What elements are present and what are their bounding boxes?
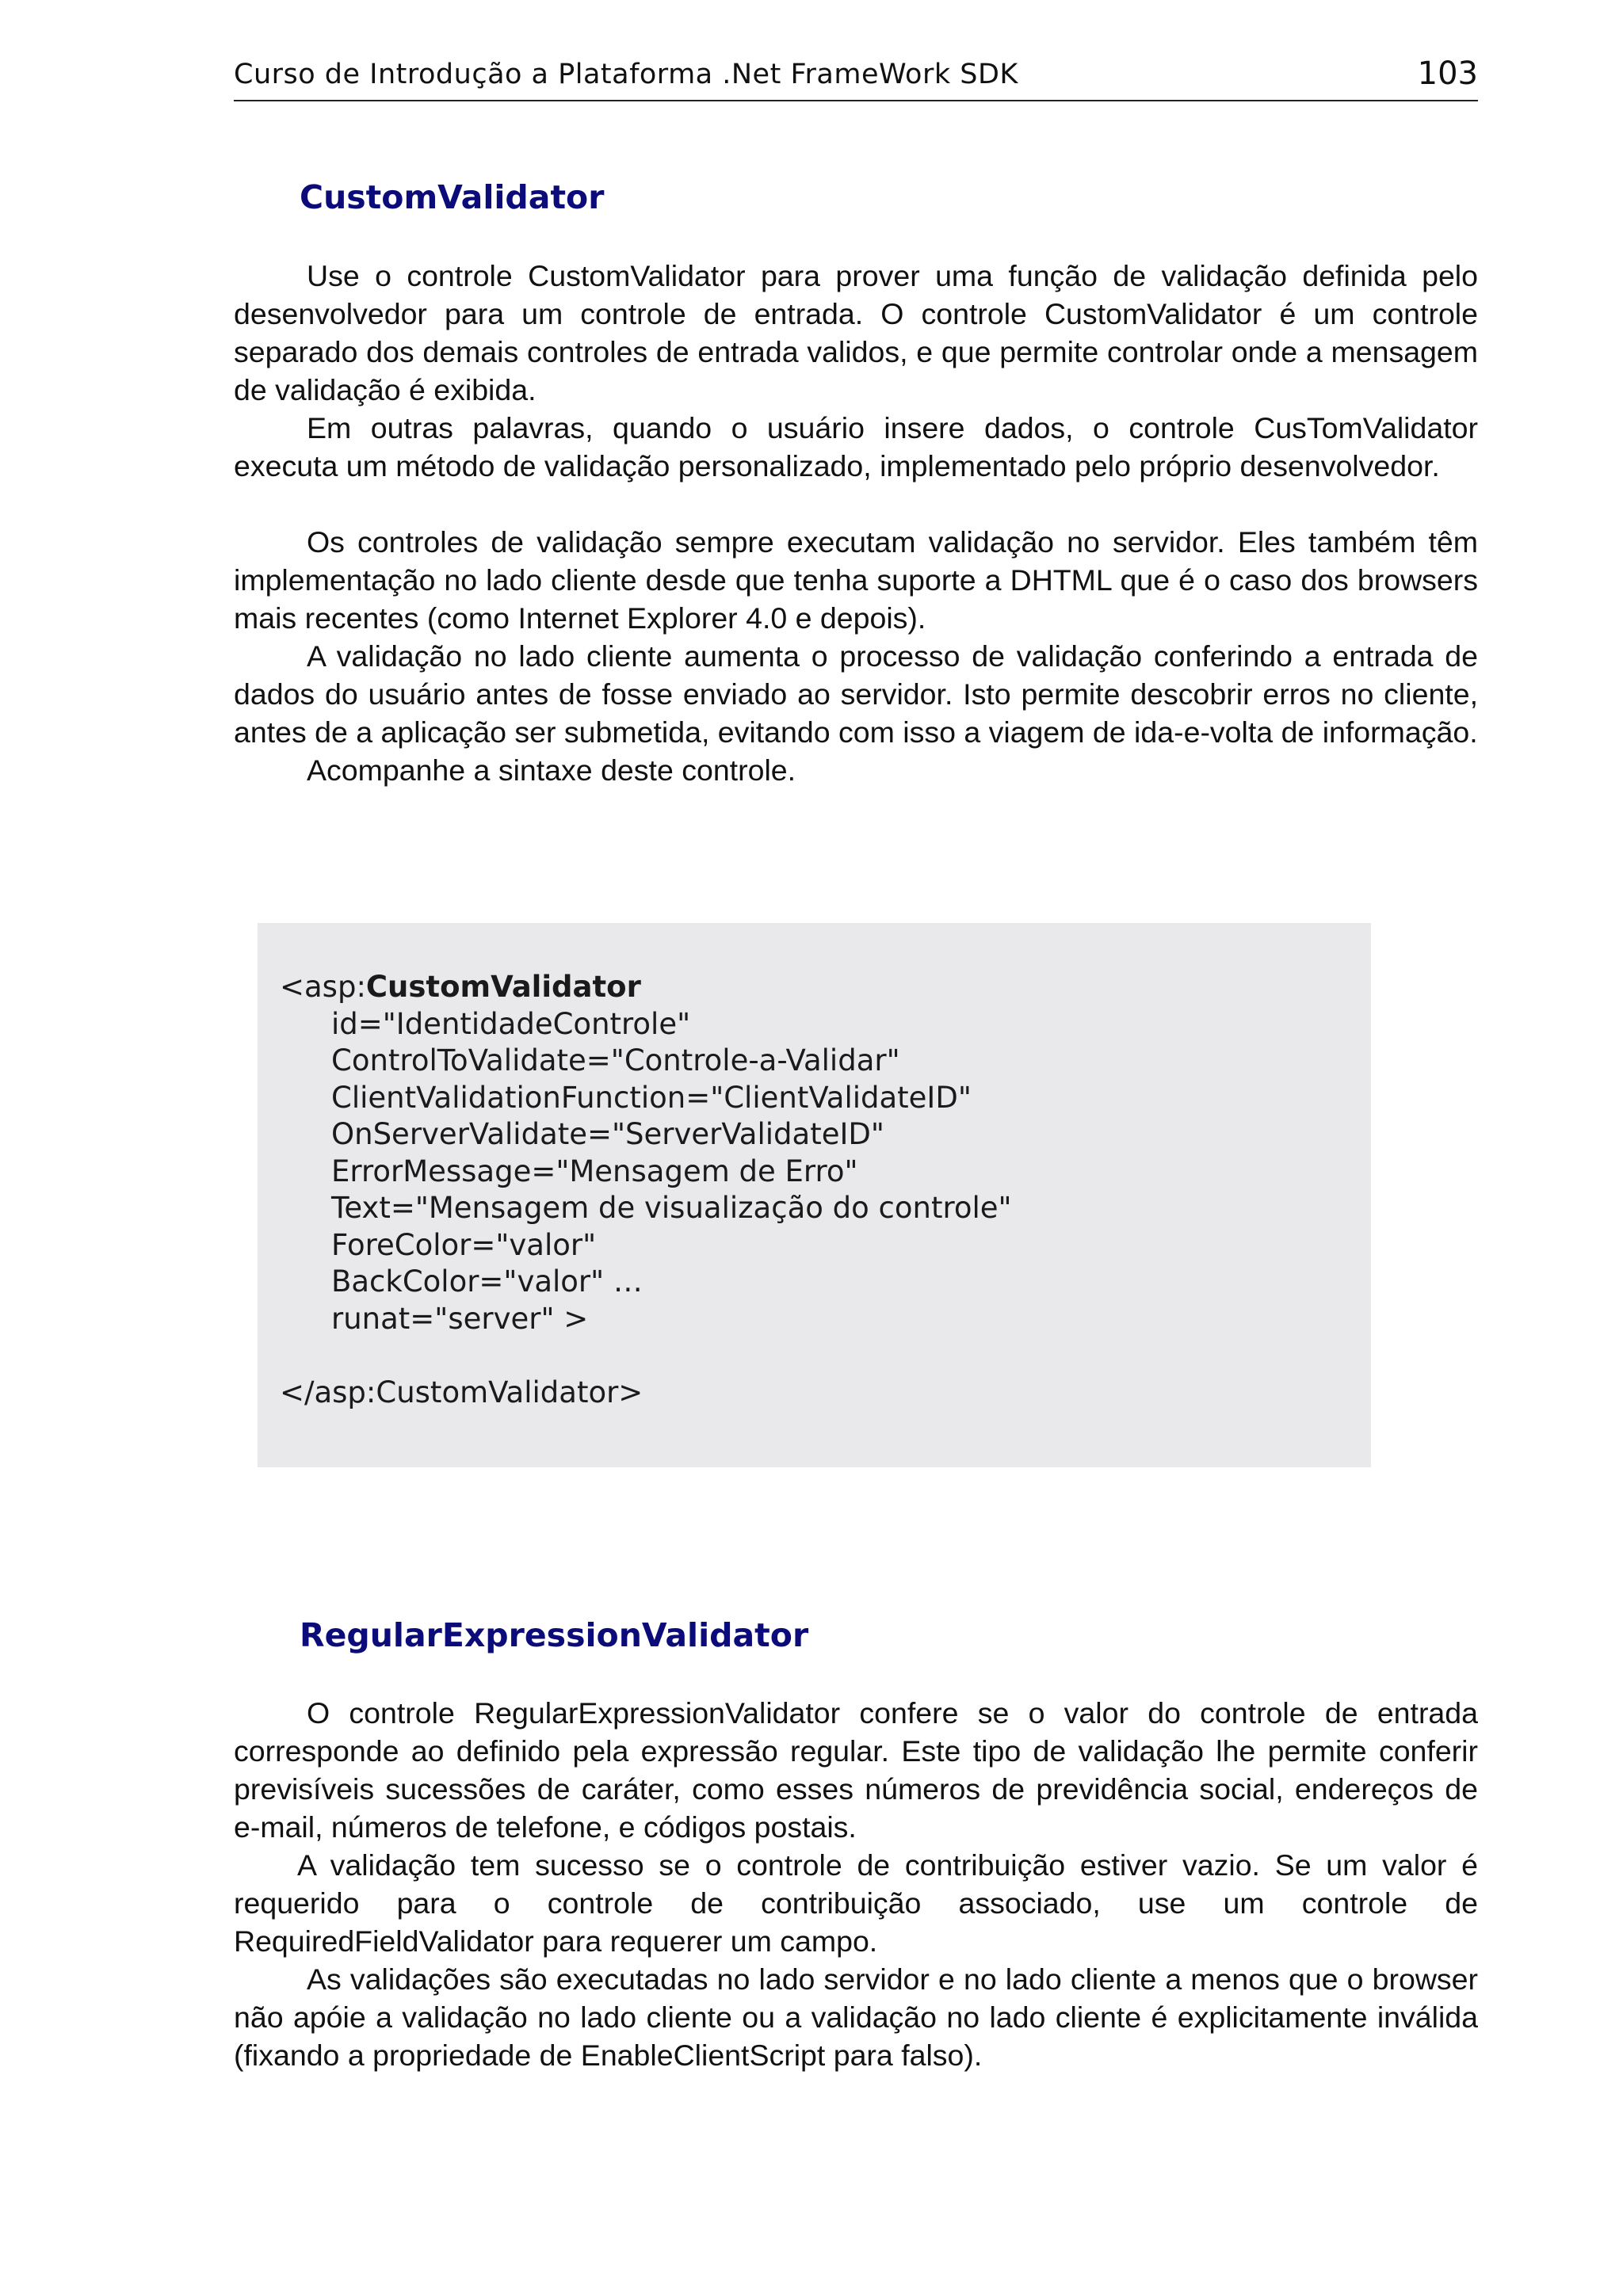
section1-body: [234, 257, 1478, 789]
header-title: Curso de Introdução a Plataforma .Net FrameWork SDK: [234, 59, 1018, 90]
paragraph: A validação tem sucesso se o controle de contribuição estiver vazio. Se um valor é requerido para o controle de contribuição associado, use um controle de RequiredFieldValidator para requerer um campo.: [234, 1848, 1478, 1958]
code-block: [258, 923, 1371, 1467]
code-line: BackColor="valor" …: [331, 1264, 643, 1299]
paragraph: O controle RegularExpressionValidator confere se o valor do controle de entrada corresponde ao definido pela expressão regular. Este tipo de validação lhe permite conferir previsíveis sucessões de caráter, como esses números de previdência social, endereços de e-mail, números de telefone, e códigos postais.: [234, 1696, 1478, 1844]
section-title-regularexpressionvalidator: RegularExpressionValidator: [300, 1616, 809, 1654]
paragraph: Acompanhe a sintaxe deste controle.: [307, 753, 796, 787]
paragraph: Os controles de validação sempre executam validação no servidor. Eles também têm implementação no lado cliente desde que tenha suporte a DHTML que é o caso dos browsers mais recentes (como Internet Explorer 4.0 e depois).: [234, 525, 1478, 635]
page-header: [234, 55, 1478, 101]
section2-body: [234, 1694, 1478, 2074]
section-title-customvalidator: CustomValidator: [300, 178, 605, 216]
code-line: ErrorMessage="Mensagem de Erro": [331, 1154, 858, 1188]
code-line: ControlToValidate="Controle-a-Validar": [331, 1043, 900, 1077]
code-open-prefix: <asp:: [280, 970, 366, 1004]
code-listing: [280, 969, 1012, 1411]
code-line-open: [280, 969, 1012, 1006]
paragraph: Use o controle CustomValidator para prover uma função de validação definida pelo desenvolvedor para um controle de entrada. O controle CustomValidator é um controle separado dos demais controles de entrada validos, e que permite controlar onde a mensagem de validação é exibida.: [234, 259, 1478, 406]
paragraph: A validação no lado cliente aumenta o processo de validação conferindo a entrada de dados do usuário antes de fosse enviado ao servidor. Isto permite descobrir erros no cliente, antes de a aplicação ser submetida, evitando com isso a viagem de ida-e-volta de informação.: [234, 639, 1478, 749]
code-line: runat="server" >: [331, 1301, 589, 1336]
code-line: Text="Mensagem de visualização do controle": [331, 1191, 1012, 1225]
page-number: 103: [1417, 55, 1478, 92]
paragraph: As validações são executadas no lado servidor e no lado cliente a menos que o browser não apóie a validação no lado cliente ou a validação no lado cliente é explicitamente inválida (fixando a propriedade de EnableClientScript para falso).: [234, 1962, 1478, 2072]
code-line: ClientValidationFunction="ClientValidateID": [331, 1080, 972, 1115]
code-open-tag: CustomValidator: [365, 970, 641, 1004]
code-line: ForeColor="valor": [331, 1227, 597, 1262]
paragraph: Em outras palavras, quando o usuário insere dados, o controle CusTomValidator executa um método de validação personalizado, implementado pelo próprio desenvolvedor.: [234, 411, 1478, 482]
code-line-close: </asp:CustomValidator>: [280, 1375, 643, 1409]
code-line: id="IdentidadeControle": [331, 1006, 691, 1041]
code-line: OnServerValidate="ServerValidateID": [331, 1117, 884, 1151]
